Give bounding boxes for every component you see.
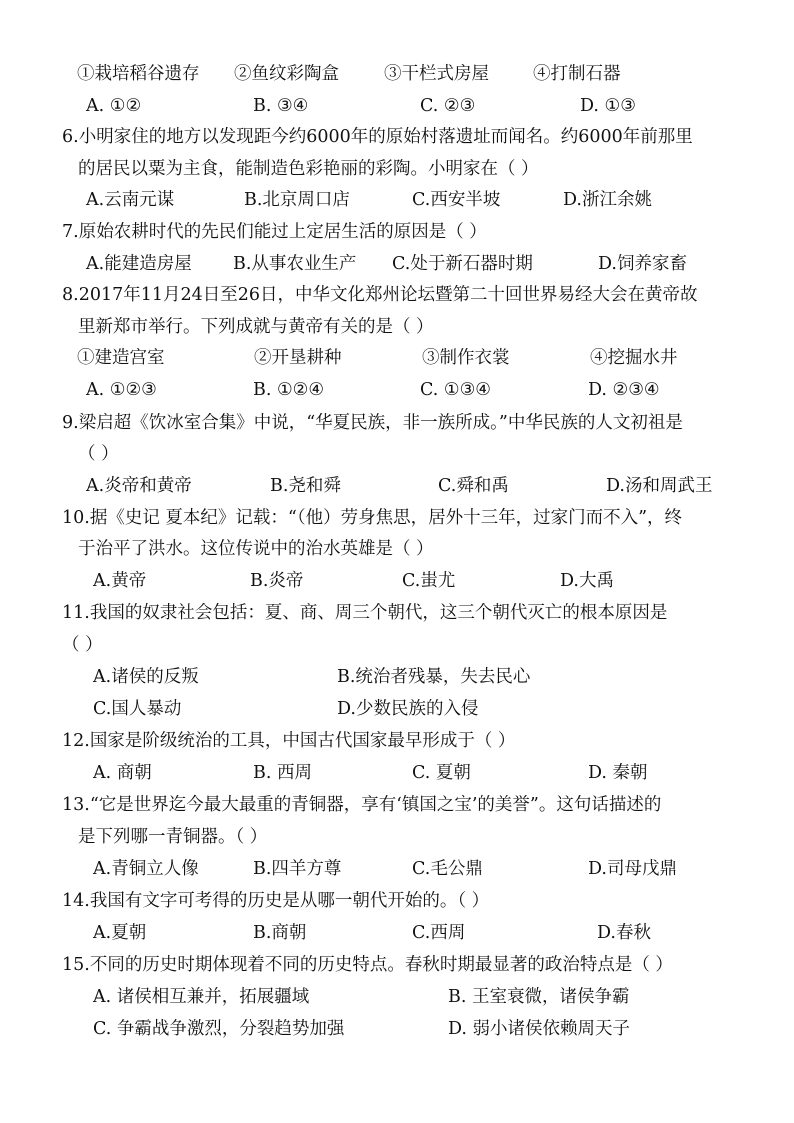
q13-option-d: D.司母戊鼎 bbox=[588, 859, 677, 879]
q13-stem-line1: 13.“它是世界迄今最大最重的青铜器，享有‘镇国之宝’的美誉”。这句话描述的 bbox=[62, 795, 662, 815]
q6-option-a: A.云南元谋 bbox=[86, 190, 175, 210]
q10-option-d: D.大禹 bbox=[560, 571, 614, 591]
q10-option-a: A.黄帝 bbox=[93, 571, 147, 591]
q14-option-a: A.夏朝 bbox=[93, 923, 147, 943]
q8-item-1: ①建造宫室 bbox=[77, 348, 165, 368]
q6-option-c: C.西安半坡 bbox=[412, 190, 501, 210]
q7-stem-line1: 7.原始农耕时代的先民们能过上定居生活的原因是（ ） bbox=[62, 222, 487, 242]
q9-stem-line1: 9.梁启超《饮冰室合集》中说，“华夏民族，非一族所成。”中华民族的人文初祖是 bbox=[62, 413, 683, 433]
q8-item-2: ②开垦耕种 bbox=[254, 348, 342, 368]
q6-stem-line2: 的居民以粟为主食，能制造色彩艳丽的彩陶。小明家在（ ） bbox=[78, 159, 539, 179]
q8-stem-line1: 8.2017年11月24日至26日，中华文化郑州论坛暨第二十回世界易经大会在黄帝故 bbox=[62, 285, 698, 305]
q14-stem-line1: 14.我国有文字可考得的历史是从哪一朝代开始的。（ ） bbox=[62, 891, 490, 911]
q5-item-3: ③干栏式房屋 bbox=[384, 64, 489, 84]
q8-item-3: ③制作衣裳 bbox=[422, 348, 510, 368]
q15-option-c: C. 争霸战争激烈，分裂趋势加强 bbox=[93, 1019, 345, 1039]
q7-option-b: B.从事农业生产 bbox=[233, 254, 357, 274]
q15-stem-line1: 15.不同的历史时期体现着不同的历史特点。春秋时期最显著的政治特点是（ ） bbox=[62, 955, 673, 975]
q8-stem-line2: 里新郑市举行。下列成就与黄帝有关的是（ ） bbox=[78, 317, 434, 337]
q12-option-c: C. 夏朝 bbox=[412, 763, 471, 783]
q9-option-c: C.舜和禹 bbox=[438, 476, 509, 496]
q9-stem-line2: （ ） bbox=[78, 444, 119, 464]
q5-option-b: B. ③④ bbox=[253, 96, 309, 116]
q5-item-1: ①栽培稻谷遗存 bbox=[77, 64, 200, 84]
q12-option-b: B. 西周 bbox=[253, 763, 312, 783]
q9-option-d: D.汤和周武王 bbox=[606, 476, 713, 496]
q5-item-2: ②鱼纹彩陶盒 bbox=[234, 64, 339, 84]
q14-option-b: B.商朝 bbox=[253, 923, 307, 943]
q10-option-c: C.蚩尤 bbox=[402, 571, 456, 591]
q11-option-b: B.统治者残暴，失去民心 bbox=[337, 667, 531, 687]
q13-option-b: B.四羊方尊 bbox=[253, 859, 342, 879]
q10-option-b: B.炎帝 bbox=[250, 571, 304, 591]
q13-option-a: A.青铜立人像 bbox=[93, 859, 199, 879]
q11-stem-line2: （ ） bbox=[62, 635, 103, 655]
q15-option-a: A. 诸侯相互兼并，拓展疆域 bbox=[93, 987, 310, 1007]
q14-option-c: C.西周 bbox=[412, 923, 466, 943]
q12-option-a: A. 商朝 bbox=[93, 763, 152, 783]
q12-option-d: D. 秦朝 bbox=[588, 763, 648, 783]
q11-option-a: A.诸侯的反叛 bbox=[93, 667, 199, 687]
q5-option-d: D. ①③ bbox=[580, 96, 636, 116]
q9-option-b: B.尧和舜 bbox=[270, 476, 341, 496]
q10-stem-line1: 10.据《史记 夏本纪》记载：“（他）劳身焦思，居外十三年，过家门而不入”，终 bbox=[62, 508, 683, 528]
q9-option-a: A.炎帝和黄帝 bbox=[86, 476, 192, 496]
q15-option-b: B. 王室衰微，诸侯争霸 bbox=[448, 987, 630, 1007]
q11-stem-line1: 11.我国的奴隶社会包括：夏、商、周三个朝代，这三个朝代灭亡的根本原因是 bbox=[62, 603, 668, 623]
q8-option-b: B. ①②④ bbox=[253, 380, 325, 400]
q7-option-a: A.能建造房屋 bbox=[86, 254, 192, 274]
q13-stem-line2: 是下列哪一青铜器。（ ） bbox=[78, 827, 268, 847]
q12-stem-line1: 12.国家是阶级统治的工具，中国古代国家最早形成于（ ） bbox=[62, 731, 516, 751]
q6-stem-line1: 6.小明家住的地方以发现距今约6000年的原始村落遗址而闻名。约6000年前那里 bbox=[62, 127, 693, 147]
q8-option-d: D. ②③④ bbox=[588, 380, 660, 400]
q15-option-d: D. 弱小诸侯依赖周天子 bbox=[448, 1019, 631, 1039]
q5-option-a: A. ①② bbox=[86, 96, 142, 116]
q7-option-c: C.处于新石器时期 bbox=[392, 254, 533, 274]
q14-option-d: D.春秋 bbox=[597, 923, 651, 943]
q8-option-c: C. ①③④ bbox=[420, 380, 491, 400]
q5-option-c: C. ②③ bbox=[420, 96, 476, 116]
q11-option-c: C.国人暴动 bbox=[93, 699, 182, 719]
q5-item-4: ④打制石器 bbox=[533, 64, 621, 84]
q6-option-b: B.北京周口店 bbox=[244, 190, 350, 210]
q8-option-a: A. ①②③ bbox=[86, 380, 157, 400]
q11-option-d: D.少数民族的入侵 bbox=[337, 699, 479, 719]
q8-item-4: ④挖掘水井 bbox=[590, 348, 678, 368]
q13-option-c: C.毛公鼎 bbox=[412, 859, 483, 879]
q10-stem-line2: 于治平了洪水。这位传说中的治水英雄是（ ） bbox=[78, 539, 434, 559]
q7-option-d: D.饲养家畜 bbox=[598, 254, 687, 274]
q6-option-d: D.浙江余姚 bbox=[563, 190, 652, 210]
